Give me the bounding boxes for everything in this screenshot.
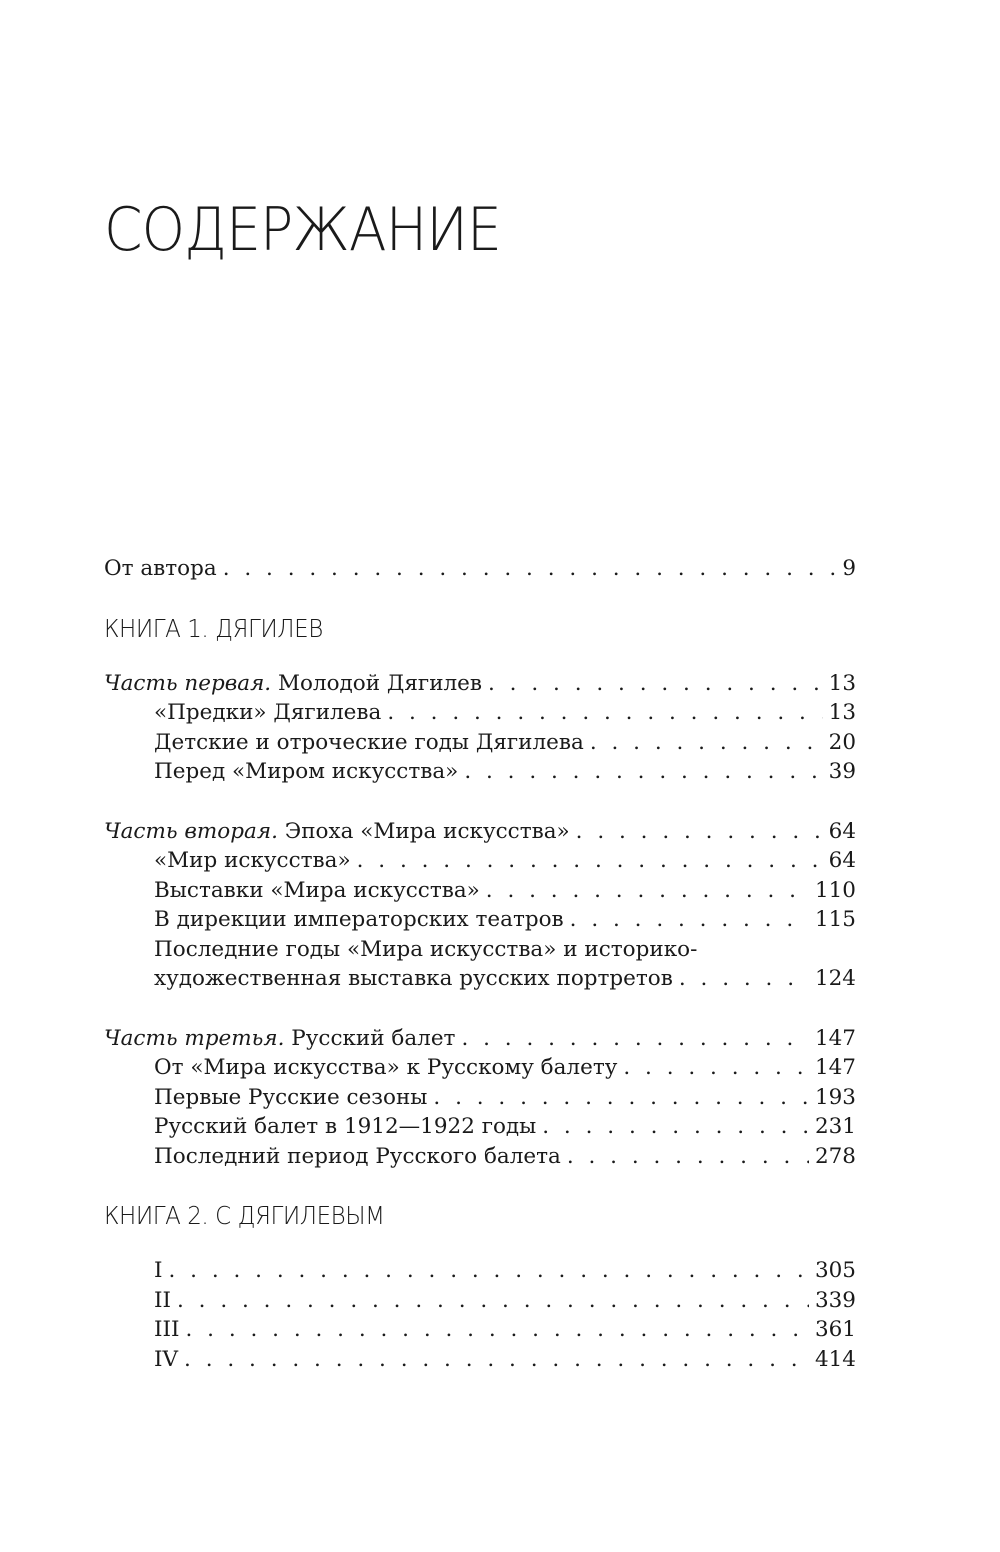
toc-entry-label: Перед «Миром искусства» (154, 759, 459, 784)
toc-entry-page: 39 (828, 759, 856, 784)
toc-entry-page: 147 (814, 1025, 856, 1051)
dot-leader (488, 669, 823, 699)
dot-leader (461, 1024, 808, 1054)
book-1-heading: КНИГА 1. ДЯГИЛЕВ (104, 613, 323, 643)
dot-leader (185, 1315, 808, 1345)
toc-entry[interactable] (104, 1345, 856, 1375)
toc-entry-label: IV (154, 1346, 179, 1372)
toc-entry[interactable] (104, 1315, 856, 1345)
part-number: Часть первая. (104, 670, 272, 696)
toc-entry-label: Выставки «Мира искусства» (154, 877, 480, 903)
dot-leader (542, 1112, 809, 1142)
toc-entry-page: 115 (814, 907, 856, 932)
part-title: Эпоха «Мира искусства» (277, 818, 570, 844)
table-of-contents (104, 554, 856, 1374)
toc-entry-page: 414 (814, 1346, 856, 1372)
toc-entry-label: художественная выставка русских портретов (154, 966, 673, 991)
toc-part-label (104, 669, 482, 699)
dot-leader (223, 554, 837, 584)
dot-leader (169, 1256, 809, 1286)
toc-entry[interactable] (104, 964, 856, 994)
toc-entry-label: Русский балет в 1912—1922 годы (154, 1114, 537, 1139)
toc-entry-label: Последний период Русского балета (154, 1143, 561, 1169)
dot-leader (567, 1142, 809, 1172)
toc-entry[interactable] (104, 1256, 856, 1286)
part-number: Часть третья. (104, 1025, 285, 1051)
toc-entry-page: 361 (814, 1317, 856, 1342)
toc-entry[interactable] (104, 698, 856, 728)
toc-entry-label: II (154, 1287, 171, 1313)
toc-entry[interactable] (104, 1142, 856, 1172)
toc-entry[interactable] (104, 876, 856, 906)
toc-entry-page: 339 (814, 1287, 856, 1313)
toc-part-label (104, 1024, 455, 1054)
toc-entry-label: От автора (104, 556, 217, 581)
toc-entry[interactable] (104, 1286, 856, 1316)
page-title: СОДЕРЖАНИЕ (104, 195, 502, 265)
toc-entry-label: «Предки» Дягилева (154, 700, 382, 725)
toc-entry-page: 305 (814, 1258, 856, 1283)
toc-entry-label: III (154, 1317, 180, 1342)
dot-leader (590, 728, 823, 758)
toc-entry[interactable] (104, 1112, 856, 1142)
dot-leader (177, 1286, 809, 1316)
toc-entry-page: 13 (828, 670, 856, 696)
dot-leader (184, 1345, 809, 1375)
toc-entry-page: 9 (842, 556, 856, 581)
toc-entry-page: 13 (828, 700, 856, 725)
part-title: Русский балет (284, 1025, 456, 1051)
toc-entry-page: 147 (814, 1055, 856, 1080)
dot-leader (679, 964, 809, 994)
toc-entry[interactable] (104, 728, 856, 758)
toc-entry-label: От «Мира искусства» к Русскому балету (154, 1055, 618, 1080)
dot-leader (486, 876, 809, 906)
book-2-heading: КНИГА 2. С ДЯГИЛЕВЫМ (104, 1201, 385, 1230)
toc-entry-author-note[interactable] (104, 554, 856, 584)
toc-entry-label: Первые Русские сезоны (154, 1084, 428, 1110)
dot-leader (464, 757, 822, 787)
toc-part-3[interactable] (104, 1024, 856, 1054)
toc-entry-page: 64 (828, 818, 856, 844)
dot-leader (387, 698, 822, 728)
toc-entry-label: В дирекции императорских театров (154, 907, 564, 932)
toc-part-2[interactable] (104, 817, 856, 847)
toc-entry[interactable] (104, 1053, 856, 1083)
toc-entry-page: 64 (828, 848, 856, 873)
toc-entry-page: 193 (814, 1084, 856, 1110)
toc-entry-label: Детские и отроческие годы Дягилева (154, 729, 584, 755)
dot-leader (623, 1053, 809, 1083)
toc-entry-label: I (154, 1258, 163, 1283)
toc-part-label (104, 817, 570, 847)
toc-part-1[interactable] (104, 669, 856, 699)
part-number: Часть вторая. (104, 818, 278, 844)
toc-entry[interactable] (104, 905, 856, 935)
toc-entry[interactable] (104, 1083, 856, 1113)
toc-entry-page: 110 (814, 877, 856, 903)
dot-leader (570, 905, 809, 935)
toc-entry[interactable] (104, 757, 856, 787)
toc-entry-page: 231 (814, 1114, 856, 1139)
toc-entry-label-line[interactable]: Последние годы «Мира искусства» и историко- (154, 936, 698, 962)
toc-entry-page: 20 (828, 729, 856, 755)
toc-entry-label: «Мир искусства» (154, 848, 351, 873)
toc-entry-page: 278 (814, 1143, 856, 1169)
part-title: Молодой Дягилев (271, 670, 483, 696)
dot-leader (576, 817, 823, 847)
toc-entry[interactable] (104, 846, 856, 876)
toc-entry-page: 124 (814, 966, 856, 991)
dot-leader (357, 846, 823, 876)
dot-leader (433, 1083, 809, 1113)
